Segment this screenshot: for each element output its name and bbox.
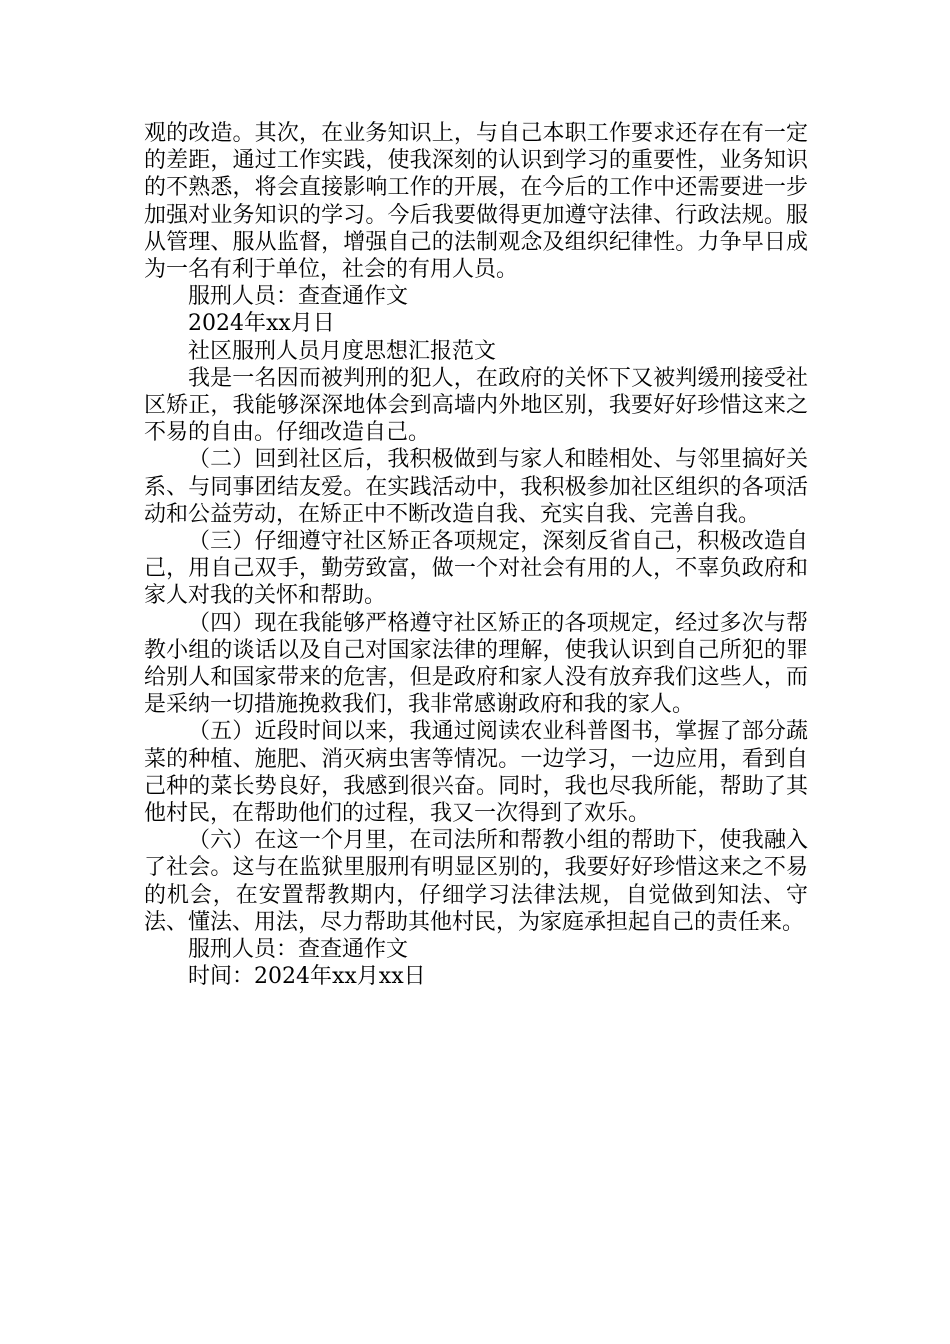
document-page <box>144 120 808 991</box>
body-paragraph: （五）近段时间以来，我通过阅读农业科普图书，掌握了部分蔬菜的种植、施肥、消灭病虫害等情况。一边学习，一边应用，看到自己种的菜长势良好，我感到很兴奋。同时，我也尽我所能，帮助了其他村民，在帮助他们的过程，我又一次得到了欢乐。 <box>144 719 808 827</box>
body-paragraph: 我是一名因而被判刑的犯人，在政府的关怀下又被判缓刑接受社区矫正，我能够深深地体会到高墙内外地区别，我要好好珍惜这来之不易的自由。仔细改造自己。 <box>144 365 808 446</box>
date-line: 时间：2024年xx月xx日 <box>188 964 426 990</box>
body-paragraph: （三）仔细遵守社区矫正各项规定，深刻反省自己，积极改造自己，用自己双手，勤劳致富，做一个对社会有用的人，不辜负政府和家人对我的关怀和帮助。 <box>144 529 808 609</box>
section-title: 社区服刑人员月度思想汇报范文 <box>188 338 497 364</box>
body-paragraph: （六）在这一个月里，在司法所和帮教小组的帮助下，使我融入了社会。这与在监狱里服刑有明显区别的，我要好好珍惜这来之不易的机会，在安置帮教期内，仔细学习法律法规，自觉做到知法、守法、懂法、用法，尽力帮助其他村民，为家庭承担起自己的责任来。 <box>144 828 808 935</box>
signature-line: 服刑人员：查查通作文 <box>188 284 409 310</box>
date-line: 2024年xx月日 <box>188 311 335 337</box>
body-paragraph: （二）回到社区后，我积极做到与家人和睦相处、与邻里搞好关系、与同事团结友爱。在实践活动中，我积极参加社区组织的各项活动和公益劳动，在矫正中不断改造自我、充实自我、完善自我。 <box>144 447 808 527</box>
signature-line: 服刑人员：查查通作文 <box>188 937 409 963</box>
body-paragraph-continuation: 观的改造。其次，在业务知识上，与自己本职工作要求还存在有一定的差距，通过工作实践，使我深刻的认识到学习的重要性，业务知识的不熟悉，将会直接影响工作的开展，在今后的工作中还需要进一步加强对业务知识的学习。今后我要做得更加遵守法律、行政法规。服从管理、服从监督，增强自己的法制观念及组织纪律性。力争早日成为一名有利于单位，社会的有用人员。 <box>144 121 808 283</box>
body-paragraph: （四）现在我能够严格遵守社区矫正的各项规定，经过多次与帮教小组的谈话以及自己对国家法律的理解，使我认识到自己所犯的罪给别人和国家带来的危害，但是政府和家人没有放弃我们这些人，而是采纳一切措施挽救我们，我非常感谢政府和我的家人。 <box>144 610 808 718</box>
